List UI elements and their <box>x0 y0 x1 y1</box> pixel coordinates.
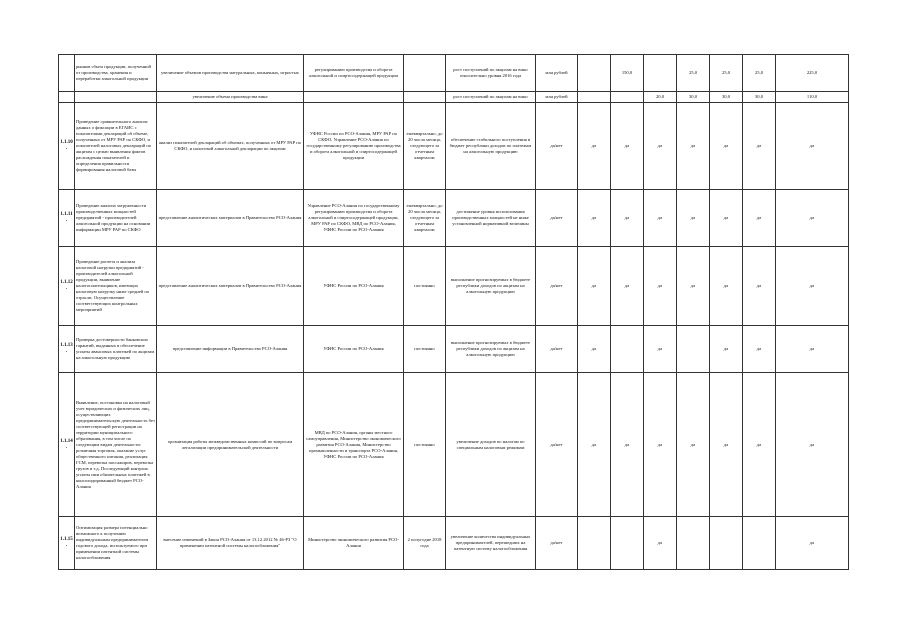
value-cell: да <box>710 373 743 517</box>
value-cell <box>644 55 677 92</box>
value-cell: да <box>677 190 710 247</box>
value-cell: да <box>776 517 849 570</box>
row-number: 1.1.15. <box>59 517 75 570</box>
executors-text: регулированию производства и оборота алкогольной и спиртосодержащей продукции <box>304 55 404 92</box>
value-cell: да <box>743 326 776 373</box>
value-cell <box>611 517 644 570</box>
indicator-text: увеличение количества индивидуальных предпринимателей, перешедших на патентную систему налогообложения <box>446 517 536 570</box>
value-cell: 110,0 <box>776 92 849 103</box>
value-cell: да <box>776 103 849 190</box>
indicator-text: обеспечение стабильного поступления в бюджет республики доходов по платежам на алкогольную продукцию <box>446 103 536 190</box>
executors-text: УФНС России по РСО-Алания <box>304 326 404 373</box>
value-cell: 20,0 <box>644 92 677 103</box>
event-text: Проведение сравнительного анализа данных о фиксации в ЕГАИС с показателями деклараций об объеме, полученных от МРУ РАР по СКФО, и показателей налоговых деклараций по акцизам с целью выявления фактов расхождения показателей и определения правильности формирования налоговой базы <box>75 103 157 190</box>
indicator-text: выполнение прогнозируемых в бюджете республики доходов по акцизам на алкогольную продукцию <box>446 247 536 326</box>
indicator-text: рост поступлений по акцизам на вино относительно уровня 2016 года <box>446 55 536 92</box>
deadline-text <box>404 92 446 103</box>
table-row <box>59 373 849 517</box>
deadline-text: ежеквартально, до 20 числа месяца, следующего за отчетным кварталом <box>404 190 446 247</box>
value-cell: да <box>644 326 677 373</box>
result-text: организация работы межведомственных комиссий по вопросам легализации предпринимательской деятельности <box>157 373 304 517</box>
table-row <box>59 326 849 373</box>
event-text: Проверка достоверности банковских гарантий, выданных в обеспечение уплаты авансовых платежей по акцизам на алкогольную продукцию <box>75 326 157 373</box>
value-cell: да <box>611 190 644 247</box>
value-cell: 30,0 <box>677 92 710 103</box>
value-cell: да <box>710 103 743 190</box>
value-cell: да <box>743 247 776 326</box>
value-cell <box>578 55 611 92</box>
value-cell: да <box>710 326 743 373</box>
value-cell: да <box>677 103 710 190</box>
executors-text: УФНС России по РСО-Алания, МРУ РАР по СКФО, Управление РСО-Алания по государственному регулированию производства и оборота алкогольной и спиртосодержащей продукции <box>304 103 404 190</box>
value-cell: да <box>776 190 849 247</box>
deadline-text <box>404 55 446 92</box>
executors-text: Управление РСО-Алания по государственному регулированию производства и оборота алкогольной и спиртосодержащей продукции, МРУ РАР по СКФО, МВД по РСО-Алания, УФНС России по РСО-Алания <box>304 190 404 247</box>
value-cell: да <box>677 373 710 517</box>
value-cell: да <box>578 247 611 326</box>
result-text: внесение изменений в Закон РСО-Алания от 13.12.2012 № 46-РЗ "О применении патентной системы налогообложения" <box>157 517 304 570</box>
value-cell: да <box>776 247 849 326</box>
unit-text: млн рублей <box>536 55 578 92</box>
value-cell: да <box>611 103 644 190</box>
value-cell: да <box>578 103 611 190</box>
executors-text: Министерство экономического развития РСО-Алания <box>304 517 404 570</box>
value-cell: да <box>578 190 611 247</box>
table-row <box>59 55 849 92</box>
value-cell: да <box>710 247 743 326</box>
value-cell: 25,0 <box>677 55 710 92</box>
result-text: представление информации в Правительство РСО-Алания <box>157 326 304 373</box>
plan-table-page <box>58 54 848 570</box>
row-number: 1.1.10. <box>59 103 75 190</box>
value-cell: да <box>677 247 710 326</box>
indicator-text: рост поступлений по акцизам на вино <box>446 92 536 103</box>
value-cell <box>611 326 644 373</box>
executors-text: УФНС России по РСО-Алания <box>304 247 404 326</box>
row-number <box>59 55 75 92</box>
executors-text: МВД по РСО-Алания, органы местного самоуправления, Министерство экономического развития РСО-Алания, Министерство промышленности и транспорта РСО-Алания, УФНС России по РСО-Алания <box>304 373 404 517</box>
table-row <box>59 92 849 103</box>
unit-text: да/нет <box>536 373 578 517</box>
deadline-text: постоянно <box>404 326 446 373</box>
event-text: Проведение расчета и анализа налоговой нагрузки предприятий - производителей алкогольной продукции, выявление налогоплательщиков, имеющих налоговую нагрузку ниже средней по отрасли. Осуществление соответствующих контрольных мероприятий <box>75 247 157 326</box>
unit-text: да/нет <box>536 517 578 570</box>
value-cell: 30,0 <box>710 92 743 103</box>
value-cell: да <box>644 247 677 326</box>
unit-text: да/нет <box>536 190 578 247</box>
result-text: представление аналитических материалов в Правительство РСО-Алания <box>157 247 304 326</box>
value-cell: 25,0 <box>743 55 776 92</box>
value-cell <box>677 326 710 373</box>
value-cell <box>743 517 776 570</box>
value-cell <box>578 517 611 570</box>
table-row <box>59 247 849 326</box>
deadline-text: постоянно <box>404 247 446 326</box>
event-text: Проведение анализа загруженности производственных мощностей предприятий - производителей алкогольной продукции на основании информации МРУ РАР по СКФО <box>75 190 157 247</box>
value-cell: да <box>710 190 743 247</box>
value-cell: да <box>743 373 776 517</box>
row-number: 1.1.12. <box>59 247 75 326</box>
indicator-text: достижение уровня использования производственных мощностей не ниже установленной нормативной величины <box>446 190 536 247</box>
value-cell: да <box>743 190 776 247</box>
value-cell <box>578 92 611 103</box>
result-text: увеличение объема производства вина <box>157 92 304 103</box>
event-text: рынков сбыта продукции, полученной от производства, хранения и переработки алкогольной продукции <box>75 55 157 92</box>
unit-text: да/нет <box>536 247 578 326</box>
event-text: Выявление, постановка на налоговый учет юридических и физических лиц, осуществляющих предпринимательскую деятельность без соответствующей регистрации на территории муниципального образования, в том числе по следующим видам деятельности: розничная торговля, оказание услуг общественного питания, реализация ГСМ, перевозка пассажиров, перевозка грузов и т.д. Последующий контроль уплаты ими обязательных платежей в консолидированный бюджет РСО-Алания <box>75 373 157 517</box>
value-cell <box>611 92 644 103</box>
value-cell: да <box>644 190 677 247</box>
value-cell: да <box>611 373 644 517</box>
table-row <box>59 190 849 247</box>
value-cell <box>677 517 710 570</box>
row-number: 1.1.11. <box>59 190 75 247</box>
value-cell: да <box>743 103 776 190</box>
value-cell <box>710 517 743 570</box>
value-cell: 225,0 <box>776 55 849 92</box>
measures-table <box>58 54 849 570</box>
table-row <box>59 517 849 570</box>
unit-text: млн рублей <box>536 92 578 103</box>
row-number <box>59 92 75 103</box>
event-text: Оптимизация размера потенциально возможного к получению индивидуальным предпринимателем годового дохода, используемого при применении патентной системы налогообложения <box>75 517 157 570</box>
value-cell: 30,0 <box>743 92 776 103</box>
value-cell: да <box>578 373 611 517</box>
deadline-text: 2 полугодие 2018 года <box>404 517 446 570</box>
result-text: анализ показателей деклараций об объемах, полученных от МРУ РАР по СКФО, и налоговой алкогольной декларации по акцизам <box>157 103 304 190</box>
unit-text: да/нет <box>536 326 578 373</box>
indicator-text: выполнение прогнозируемых в бюджете республики доходов по акцизам на алкогольную продукцию <box>446 326 536 373</box>
value-cell: да <box>776 326 849 373</box>
event-text <box>75 92 157 103</box>
value-cell: да <box>644 103 677 190</box>
indicator-text: увеличение доходов по налогам по специальным налоговым режимам <box>446 373 536 517</box>
deadline-text: ежеквартально, до 20 числа месяца, следующего за отчетным кварталом <box>404 103 446 190</box>
value-cell: да <box>644 517 677 570</box>
value-cell: да <box>578 326 611 373</box>
result-text: представление аналитических материалов в Правительство РСО-Алания <box>157 190 304 247</box>
deadline-text: постоянно <box>404 373 446 517</box>
unit-text: да/нет <box>536 103 578 190</box>
value-cell: да <box>776 373 849 517</box>
result-text: увеличение объемов производства натуральных, коньячных, игристых <box>157 55 304 92</box>
value-cell: да <box>644 373 677 517</box>
executors-text <box>304 92 404 103</box>
row-number: 1.1.14. <box>59 373 75 517</box>
value-cell: 25,0 <box>710 55 743 92</box>
value-cell: да <box>611 247 644 326</box>
row-number: 1.1.13. <box>59 326 75 373</box>
value-cell: 150,0 <box>611 55 644 92</box>
table-row <box>59 103 849 190</box>
